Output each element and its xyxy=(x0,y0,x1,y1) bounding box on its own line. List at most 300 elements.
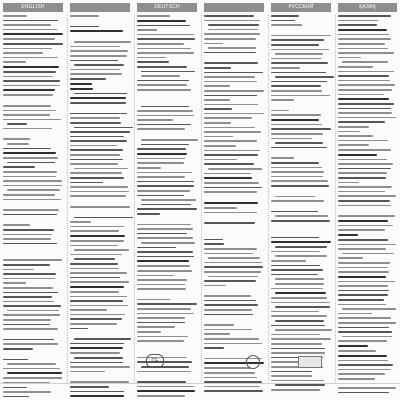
text-line xyxy=(3,89,55,91)
text-line xyxy=(137,260,189,262)
text-line xyxy=(3,24,51,26)
text-line xyxy=(3,199,61,201)
text-line xyxy=(204,20,260,22)
text-line xyxy=(204,239,223,241)
text-line xyxy=(338,15,391,17)
text-line xyxy=(137,213,160,215)
text-line xyxy=(338,317,391,319)
text-line xyxy=(137,61,169,63)
text-line xyxy=(275,215,328,217)
text-line xyxy=(7,372,62,374)
text-line xyxy=(70,362,123,364)
text-line xyxy=(271,171,324,173)
text-line xyxy=(70,300,123,302)
text-line xyxy=(204,173,251,175)
text-line xyxy=(338,163,393,165)
text-line xyxy=(271,348,325,350)
text-line xyxy=(137,158,185,160)
text-line xyxy=(204,338,259,340)
text-line xyxy=(137,251,193,253)
text-line xyxy=(3,33,63,35)
text-line xyxy=(204,285,226,287)
text-line xyxy=(137,48,191,50)
text-line xyxy=(271,274,318,276)
text-line xyxy=(275,196,315,198)
text-line xyxy=(271,95,330,97)
text-line xyxy=(70,240,124,242)
text-line xyxy=(3,224,30,226)
text-line xyxy=(204,202,258,204)
text-line xyxy=(3,287,53,289)
text-line xyxy=(338,89,392,91)
text-line xyxy=(271,133,323,135)
text-line xyxy=(338,149,391,151)
text-line xyxy=(271,157,294,159)
text-line xyxy=(70,277,120,279)
text-line xyxy=(271,99,294,101)
text-line xyxy=(338,24,377,26)
text-line xyxy=(275,53,323,55)
text-line xyxy=(3,138,30,140)
text-line xyxy=(70,226,124,228)
text-line xyxy=(271,67,300,69)
text-line xyxy=(74,127,133,129)
paragraph-gap xyxy=(271,104,331,110)
text-line xyxy=(271,211,318,213)
text-line xyxy=(70,46,120,48)
text-line xyxy=(338,121,385,123)
text-line xyxy=(275,329,332,331)
text-line xyxy=(338,131,360,133)
text-line xyxy=(137,25,190,27)
text-line xyxy=(74,249,129,251)
text-line xyxy=(338,345,368,347)
page-footer xyxy=(0,383,400,400)
text-line xyxy=(137,288,186,290)
text-line xyxy=(208,168,262,170)
text-line xyxy=(3,264,50,266)
text-line xyxy=(137,181,194,183)
text-line xyxy=(338,200,390,202)
text-line xyxy=(271,162,319,164)
text-line xyxy=(70,191,129,193)
text-line xyxy=(3,52,43,54)
text-line xyxy=(204,262,262,264)
text-line xyxy=(70,230,119,232)
text-line xyxy=(204,304,258,306)
text-line xyxy=(137,110,193,112)
text-line xyxy=(204,104,258,106)
text-line xyxy=(275,306,330,308)
column-header-deutsch-continued xyxy=(204,3,264,12)
text-line xyxy=(342,308,396,310)
text-line xyxy=(338,373,385,375)
text-line xyxy=(70,268,119,270)
text-line xyxy=(338,262,390,264)
text-line xyxy=(271,176,323,178)
text-line xyxy=(137,247,176,249)
text-line xyxy=(338,43,385,45)
text-line xyxy=(3,359,28,361)
text-line xyxy=(338,234,358,236)
text-line xyxy=(204,372,255,374)
text-line xyxy=(70,159,123,161)
text-line xyxy=(204,140,257,142)
text-line xyxy=(70,97,126,99)
text-line xyxy=(70,309,107,311)
text-line xyxy=(271,20,295,22)
text-line xyxy=(271,90,322,92)
text-line xyxy=(3,66,59,68)
text-line xyxy=(7,310,59,312)
text-line xyxy=(338,215,395,217)
text-line xyxy=(271,375,312,377)
text-line xyxy=(271,315,327,317)
text-line xyxy=(3,48,52,50)
text-line xyxy=(204,145,236,147)
text-line xyxy=(271,334,320,336)
text-line xyxy=(3,57,58,59)
column-header-russian: РУССКИЙ xyxy=(271,3,331,12)
paragraph-gap xyxy=(70,211,130,217)
column-deutsch xyxy=(134,0,200,400)
text-line xyxy=(338,126,369,128)
text-line xyxy=(74,41,131,43)
text-line xyxy=(271,380,324,382)
text-line xyxy=(137,167,161,169)
text-line xyxy=(3,148,51,150)
text-line xyxy=(342,61,388,63)
text-line xyxy=(208,47,256,49)
text-line xyxy=(137,326,175,328)
text-line xyxy=(7,189,60,191)
text-line xyxy=(204,212,257,214)
text-line xyxy=(204,108,232,110)
text-line xyxy=(137,195,184,197)
text-line xyxy=(70,371,105,373)
text-line xyxy=(204,343,262,345)
text-line xyxy=(271,81,327,83)
text-line xyxy=(70,73,122,75)
text-line xyxy=(338,313,372,315)
text-line xyxy=(271,251,320,253)
text-line xyxy=(204,248,257,250)
text-line xyxy=(338,322,396,324)
text-line xyxy=(70,55,127,57)
text-line xyxy=(3,185,62,187)
text-line xyxy=(271,44,319,46)
text-line xyxy=(3,319,51,321)
text-line xyxy=(271,200,324,202)
text-line xyxy=(338,257,363,259)
text-line xyxy=(204,177,252,179)
text-line xyxy=(338,195,396,197)
text-line xyxy=(3,282,26,284)
paragraph-gap xyxy=(137,218,197,224)
text-line xyxy=(275,320,324,322)
text-line xyxy=(271,49,329,51)
text-line xyxy=(338,331,392,333)
text-line xyxy=(137,29,157,31)
text-line xyxy=(271,128,331,130)
text-line xyxy=(141,106,189,108)
text-line xyxy=(137,38,195,40)
text-line xyxy=(3,343,58,345)
text-line xyxy=(3,209,59,211)
text-line xyxy=(137,20,186,22)
column-english-continued xyxy=(67,0,133,400)
text-line xyxy=(204,117,252,119)
text-line xyxy=(204,154,258,156)
text-line xyxy=(70,154,120,156)
text-line xyxy=(3,128,52,130)
text-line xyxy=(3,243,57,245)
text-line xyxy=(204,67,231,69)
text-line xyxy=(74,258,115,260)
text-line xyxy=(275,246,327,248)
text-line xyxy=(141,204,191,206)
text-line xyxy=(338,168,391,170)
text-line xyxy=(271,167,322,169)
text-line xyxy=(70,328,88,330)
text-line xyxy=(70,122,121,124)
text-line xyxy=(338,135,373,137)
text-line xyxy=(70,318,122,320)
text-line xyxy=(338,290,389,292)
text-line xyxy=(137,52,194,54)
text-line xyxy=(3,314,60,316)
text-line xyxy=(70,78,106,80)
text-line xyxy=(3,80,60,82)
text-line xyxy=(3,157,58,159)
text-line xyxy=(338,244,396,246)
text-line xyxy=(338,271,389,273)
text-line xyxy=(275,278,324,280)
text-line xyxy=(275,76,334,78)
text-line xyxy=(70,26,99,28)
text-line xyxy=(3,339,54,341)
text-line xyxy=(204,333,230,335)
text-line xyxy=(275,292,326,294)
text-line xyxy=(70,113,127,115)
text-line xyxy=(137,148,186,150)
text-line xyxy=(3,43,63,45)
text-line xyxy=(275,283,324,285)
text-line xyxy=(204,90,264,92)
text-line xyxy=(3,214,57,216)
text-line xyxy=(338,144,369,146)
text-line xyxy=(342,336,392,338)
text-line xyxy=(7,123,27,125)
text-line xyxy=(70,172,122,174)
text-line xyxy=(137,43,184,45)
text-line xyxy=(338,340,387,342)
paragraph-gap xyxy=(3,353,63,359)
text-line xyxy=(204,136,233,138)
paragraph-gap xyxy=(137,100,197,106)
text-line xyxy=(137,313,194,315)
text-line xyxy=(3,152,56,154)
text-line xyxy=(3,94,53,96)
paragraph-gap xyxy=(70,107,130,113)
text-line xyxy=(3,269,34,271)
text-line xyxy=(70,206,130,208)
column-russian xyxy=(268,0,334,400)
text-line xyxy=(271,311,319,313)
text-line xyxy=(70,102,126,104)
text-line xyxy=(3,105,51,107)
text-line xyxy=(7,162,55,164)
text-line xyxy=(204,182,259,184)
text-line xyxy=(271,288,323,290)
text-line xyxy=(204,191,257,193)
text-line xyxy=(271,325,325,327)
text-line xyxy=(3,305,61,307)
text-line xyxy=(204,150,260,152)
text-line xyxy=(338,225,393,227)
text-line xyxy=(271,147,327,149)
text-line xyxy=(137,331,161,333)
body-text-english xyxy=(3,15,63,400)
column-english xyxy=(0,0,66,400)
text-line xyxy=(338,52,394,54)
column-header-deutsch: DEUTSCH xyxy=(137,3,197,12)
text-line xyxy=(70,149,123,151)
body-text-english-continued xyxy=(70,15,130,400)
text-line xyxy=(70,140,127,142)
text-line xyxy=(137,265,190,267)
text-line xyxy=(70,272,127,274)
text-line xyxy=(271,180,328,182)
text-line xyxy=(204,33,260,35)
text-line xyxy=(3,61,26,63)
text-line xyxy=(3,29,57,31)
text-line xyxy=(271,72,326,74)
text-line xyxy=(137,256,194,258)
text-line xyxy=(204,99,230,101)
text-line xyxy=(204,367,251,369)
text-line xyxy=(3,171,57,173)
text-line xyxy=(70,296,127,298)
text-line xyxy=(7,143,29,145)
text-line xyxy=(204,271,261,273)
text-line xyxy=(271,85,321,87)
text-line xyxy=(338,360,388,362)
text-line xyxy=(70,281,129,283)
text-line xyxy=(70,117,120,119)
text-line xyxy=(141,242,195,244)
text-line xyxy=(137,128,185,130)
text-line xyxy=(204,38,256,40)
text-line xyxy=(137,279,187,281)
body-text-deutsch-continued xyxy=(204,15,264,392)
text-line xyxy=(74,217,133,219)
text-line xyxy=(204,253,253,255)
text-line xyxy=(204,95,257,97)
text-line xyxy=(3,229,54,231)
text-line xyxy=(70,323,117,325)
text-line xyxy=(338,355,387,357)
text-line xyxy=(70,221,91,223)
body-text-deutsch xyxy=(137,15,197,400)
text-line xyxy=(74,338,131,340)
text-line xyxy=(3,278,55,280)
text-line xyxy=(208,257,260,259)
text-line xyxy=(204,309,252,311)
text-line xyxy=(137,317,185,319)
text-line xyxy=(137,15,170,17)
text-line xyxy=(70,352,120,354)
text-line xyxy=(137,336,188,338)
text-line xyxy=(3,296,52,298)
text-line xyxy=(74,357,123,359)
text-line xyxy=(271,39,324,41)
text-line xyxy=(271,62,328,64)
text-line xyxy=(338,205,391,207)
text-line xyxy=(137,284,185,286)
text-line xyxy=(137,340,184,342)
text-line xyxy=(338,154,377,156)
text-line xyxy=(204,81,257,83)
paragraph-gap xyxy=(271,29,331,35)
text-line xyxy=(338,80,390,82)
text-line xyxy=(338,48,388,50)
paragraph-gap xyxy=(271,231,331,237)
text-line xyxy=(338,29,387,31)
text-line xyxy=(204,163,254,165)
text-line xyxy=(137,322,185,324)
text-line xyxy=(3,259,62,261)
text-line xyxy=(271,15,299,17)
text-line xyxy=(204,222,255,224)
text-line xyxy=(204,62,258,64)
text-line xyxy=(3,194,55,196)
text-line xyxy=(141,71,195,73)
text-line xyxy=(70,182,103,184)
text-line xyxy=(3,324,50,326)
text-line xyxy=(3,180,62,182)
text-line xyxy=(70,131,130,133)
text-line xyxy=(3,15,27,17)
text-line xyxy=(338,140,388,142)
text-line xyxy=(338,276,386,278)
text-line xyxy=(137,185,194,187)
text-line xyxy=(271,302,330,304)
text-line xyxy=(7,363,56,365)
text-line xyxy=(3,114,50,116)
text-line xyxy=(70,186,128,188)
paragraph-gap xyxy=(137,293,197,299)
text-line xyxy=(3,234,52,236)
text-line xyxy=(141,144,189,146)
text-line xyxy=(338,191,385,193)
text-line xyxy=(70,347,123,349)
text-line xyxy=(271,352,325,354)
text-line xyxy=(70,366,130,368)
text-line xyxy=(338,34,389,36)
text-line xyxy=(137,371,191,373)
text-line xyxy=(204,324,234,326)
text-line xyxy=(3,38,55,40)
text-line xyxy=(70,343,124,345)
text-line xyxy=(3,119,61,121)
text-line xyxy=(204,127,255,129)
text-line xyxy=(338,108,391,110)
text-line xyxy=(338,117,396,119)
recycling-icon xyxy=(246,355,260,369)
text-line xyxy=(204,187,262,189)
text-line xyxy=(338,20,378,22)
